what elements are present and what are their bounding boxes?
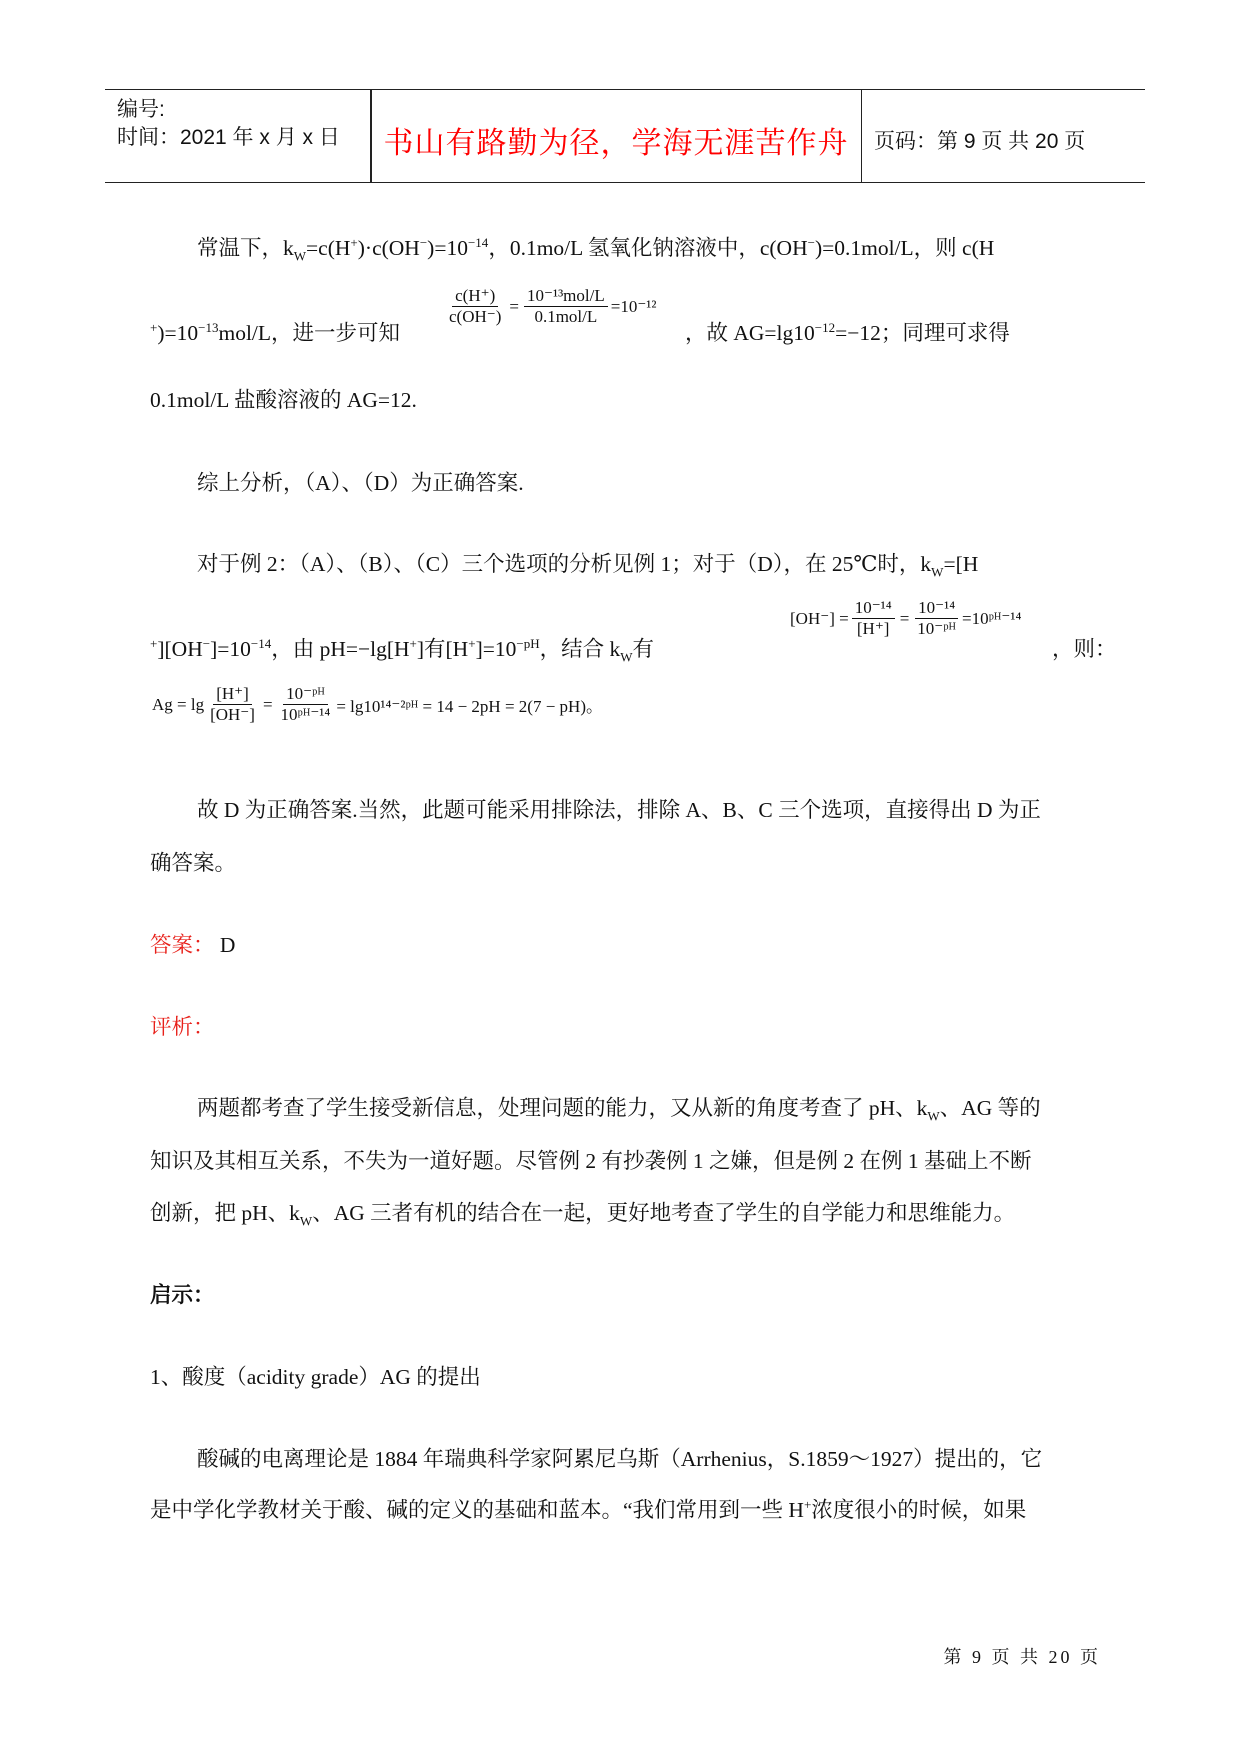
text-segment: −pH bbox=[516, 635, 540, 651]
text-segment: 两题都考查了学生接受新信息，处理问题的能力，又从新的角度考查了 pH、k bbox=[197, 1096, 928, 1120]
text-segment: )=0.1mol/L，则 c(H bbox=[814, 236, 995, 260]
result: =10⁻¹² bbox=[610, 296, 657, 316]
text-segment: ，故 AG=lg10 bbox=[685, 321, 815, 345]
text-segment: + bbox=[468, 635, 476, 651]
text-segment: ]=10 bbox=[210, 637, 251, 661]
text-segment: W bbox=[293, 248, 307, 264]
text-line bbox=[150, 930, 235, 960]
text-segment: 常温下，k bbox=[197, 236, 294, 260]
text-line bbox=[685, 318, 1010, 348]
date-label: 时间：2021 年 x 月 x 日 bbox=[117, 126, 340, 149]
formula-ag bbox=[152, 684, 603, 725]
page-label: 页码：第 9 页 共 20 页 bbox=[874, 130, 1086, 153]
text-segment: + bbox=[150, 319, 158, 335]
text-line bbox=[150, 634, 654, 664]
text-line bbox=[197, 233, 994, 263]
numerator: 10⁻¹⁴ bbox=[852, 598, 895, 619]
text-segment: 确答案。 bbox=[150, 851, 237, 875]
text-segment: W bbox=[927, 1108, 940, 1124]
denominator: 10⁻ᵖᴴ bbox=[917, 619, 957, 638]
text-segment: )·c(OH bbox=[357, 236, 420, 260]
denominator: c(OH⁻) bbox=[449, 307, 502, 326]
numerator: 10⁻¹⁴ bbox=[915, 598, 958, 619]
text-line bbox=[1052, 634, 1117, 664]
text-segment: 、AG 等的 bbox=[939, 1096, 1041, 1120]
text-line bbox=[197, 1444, 1042, 1474]
lhs: Ag = lg bbox=[152, 694, 205, 714]
text-line bbox=[150, 1146, 1032, 1176]
text-segment: −12 bbox=[814, 319, 836, 335]
text-segment: −13 bbox=[198, 319, 219, 335]
text-segment: −14 bbox=[250, 635, 272, 651]
text-line bbox=[197, 795, 1041, 825]
text-segment: 综上分析，（A）、（D）为正确答案. bbox=[197, 471, 524, 495]
text-segment: W bbox=[299, 1213, 313, 1229]
text-segment: =c(H bbox=[306, 236, 351, 260]
text-line bbox=[197, 1093, 1041, 1123]
text-line bbox=[150, 385, 417, 415]
motto-title: 书山有路勤为径，学海无涯苦作舟 bbox=[383, 126, 849, 161]
header-top-rule bbox=[105, 89, 1145, 90]
text-segment: W bbox=[931, 564, 944, 580]
text-segment: ]有[H bbox=[416, 637, 469, 661]
text-segment: ，则： bbox=[1052, 637, 1117, 661]
text-line bbox=[150, 318, 400, 348]
text-segment: =−12；同理可求得 bbox=[835, 321, 1010, 345]
numerator: c(H⁺) bbox=[452, 286, 498, 307]
numerator: 10⁻ᵖᴴ bbox=[283, 684, 328, 705]
text-segment: 故 D 为正确答案.当然，此题可能采用排除法，排除 A、B、C 三个选项，直接得出 D 为正 bbox=[197, 798, 1041, 822]
text-segment: D bbox=[214, 933, 236, 957]
denominator: [H⁺] bbox=[856, 619, 890, 638]
equals: = bbox=[262, 694, 273, 714]
serial-label: 编号: bbox=[117, 98, 165, 121]
text-line bbox=[150, 848, 236, 878]
text-segment: ][OH bbox=[157, 637, 203, 661]
text-line bbox=[197, 468, 524, 498]
text-segment: 浓度很小的时候，如果 bbox=[811, 1498, 1027, 1522]
denominator: 10ᵖᴴ⁻¹⁴ bbox=[280, 705, 331, 724]
text-segment: 对于例 2：（A）、（B）、（C）三个选项的分析见例 1；对于（D），在 25℃时，k bbox=[197, 552, 932, 576]
denominator: [OH⁻] bbox=[210, 705, 255, 724]
page-footer: 第 9 页 共 20 页 bbox=[943, 1647, 1101, 1667]
equals: = bbox=[509, 296, 519, 316]
formula-oh-concentration bbox=[790, 598, 1021, 639]
text-segment: − bbox=[419, 234, 428, 250]
text-segment: 、AG 三者有机的结合在一起，更好地考查了学生的自学能力和思维能力。 bbox=[312, 1201, 1016, 1225]
formula-h-oh-ratio bbox=[443, 286, 657, 327]
text-line bbox=[197, 549, 978, 579]
text-segment: ，0.1mo/L 氢氧化钠溶液中，c(OH bbox=[488, 236, 808, 260]
text-line bbox=[150, 1362, 481, 1392]
numerator: 10⁻¹³mol/L bbox=[524, 286, 608, 307]
text-segment: ，由 pH=−lg[H bbox=[271, 637, 410, 661]
text-segment: )=10 bbox=[427, 236, 468, 260]
text-segment: 创新，把 pH、k bbox=[150, 1201, 300, 1225]
text-line bbox=[150, 1495, 1026, 1525]
lhs: [OH⁻] = bbox=[790, 608, 849, 628]
text-segment: + bbox=[409, 635, 417, 651]
text-segment: )=10 bbox=[157, 321, 199, 345]
text-segment: W bbox=[620, 649, 633, 665]
text-segment: 1、酸度（acidity grade）AG 的提出 bbox=[150, 1365, 481, 1389]
result: = lg10¹⁴⁻²ᵖᴴ = 14 − 2pH = 2(7 − pH)。 bbox=[336, 697, 603, 716]
text-segment: ]=10 bbox=[475, 637, 517, 661]
text-segment: − bbox=[202, 635, 211, 651]
text-segment: 知识及其相互关系，不失为一道好题。尽管例 2 有抄袭例 1 之嫌，但是例 2 在例 1 基础上不断 bbox=[150, 1149, 1032, 1173]
text-segment: =[H bbox=[943, 552, 979, 576]
text-segment: 酸碱的电离理论是 1884 年瑞典科学家阿累尼乌斯（Arrhenius，S.1859～1927）提出的，它 bbox=[197, 1447, 1043, 1471]
text-segment: 答案： bbox=[150, 933, 215, 957]
text-segment: 有 bbox=[632, 637, 655, 661]
text-line bbox=[150, 1012, 215, 1042]
text-line bbox=[150, 1280, 215, 1310]
text-segment: + bbox=[803, 1496, 812, 1512]
header-divider bbox=[861, 89, 862, 183]
text-segment: −14 bbox=[467, 234, 489, 250]
result: =10ᵖᴴ⁻¹⁴ bbox=[962, 608, 1022, 628]
equals: = bbox=[899, 608, 910, 628]
text-segment: ，结合 k bbox=[539, 637, 621, 661]
text-line bbox=[150, 1198, 1015, 1228]
text-segment: + bbox=[150, 635, 158, 651]
text-segment: 评析： bbox=[150, 1015, 215, 1039]
header-bottom-rule bbox=[105, 182, 1145, 183]
text-segment: 启示： bbox=[150, 1283, 215, 1307]
text-segment: + bbox=[350, 234, 358, 250]
denominator: 0.1mol/L bbox=[534, 307, 598, 326]
numerator: [H⁺] bbox=[213, 684, 252, 705]
text-segment: − bbox=[807, 234, 815, 250]
text-segment: 0.1mol/L 盐酸溶液的 AG=12. bbox=[150, 388, 417, 412]
text-segment: mol/L，进一步可知 bbox=[218, 321, 401, 345]
text-segment: 是中学化学教材关于酸、碱的定义的基础和蓝本。“我们常用到一些 H bbox=[150, 1498, 804, 1522]
